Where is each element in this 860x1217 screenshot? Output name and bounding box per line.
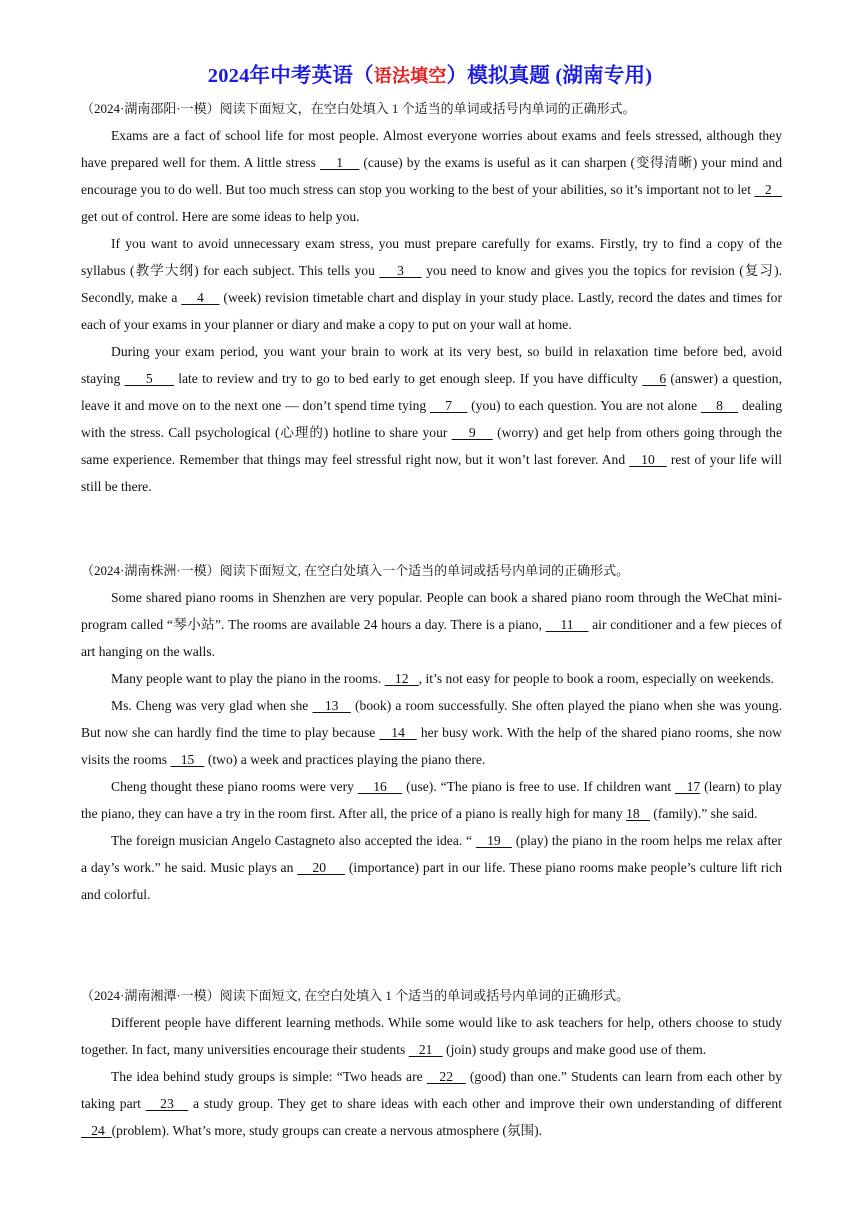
blank-9: 9 [451, 425, 493, 440]
blank-13: 13 [312, 698, 351, 713]
title-part-3: ）模拟真题 (湖南专用) [446, 65, 653, 87]
text: (you) to each question. You are not alone [467, 398, 701, 413]
text: (cause) by the exams is useful as it can sharpen (变得清晰) your mind and encourage you to do well. But too much stress can stop you working to the best of your abilities, so it’s important not to let [81, 155, 782, 197]
text: (problem). What’s more, study groups can create a nervous atmosphere (氛围). [111, 1123, 543, 1138]
passage-source: （2024·湖南湘潭·一模）阅读下面短文, 在空白处填入 1 个适当的单词或括号内单词的正确形式。 [81, 988, 630, 1003]
text: dealing with the stress. Call psychological (心理的) hotline to share your [81, 398, 783, 440]
blank-12: 12 [384, 671, 419, 686]
blank-14: 14 [379, 725, 417, 740]
text: Cheng thought these piano rooms were very [111, 779, 358, 794]
text: get out of control. Here are some ideas to help you. [81, 209, 360, 224]
text: If you want to avoid unnecessary exam stress, you must prepare carefully for exams. Firstly, try to find a copy of the syllabus (教学大纲) for each subject. This tells you [81, 236, 782, 278]
paragraph [81, 692, 782, 773]
text: late to review and try to go to bed early to get enough sleep. If you have difficulty [173, 371, 643, 386]
blank-20: 20 [297, 860, 346, 875]
text: you need to know and gives you the topics for revision (复习). Secondly, make a [81, 263, 782, 305]
blank-2: 2 [754, 182, 782, 197]
page-title [0, 58, 860, 88]
blank-6: 6 [642, 371, 667, 386]
paragraph [81, 827, 782, 908]
text: (book) a room successfully. She often played the piano when she was young. But now she can hardly find the time to play because [81, 698, 782, 740]
text: (worry) and get help from others going through the same experience. Remember that things may feel stressful right now, but it won’t last forever. And [81, 425, 783, 467]
text: (good) than one.” Students can learn from each other by taking part [81, 1069, 783, 1111]
blank-4: 4 [181, 290, 220, 305]
paragraph [81, 1063, 782, 1144]
text: (join) study groups and make good use of them. [442, 1042, 707, 1057]
blank-11: 11 [545, 617, 589, 632]
blank-23: 23 [145, 1096, 189, 1111]
text: (play) the piano in the room helps me relax after a day’s work.” he said. Music plays an [81, 833, 782, 875]
text: rest of your life will still be there. [81, 452, 783, 494]
blank-18: 18 [626, 806, 650, 821]
blank-24: 24 [81, 1123, 112, 1138]
text: Many people want to play the piano in the rooms. [111, 671, 385, 686]
blank-8: 8 [700, 398, 739, 413]
blank-22: 22 [426, 1069, 466, 1084]
text: (use). “The piano is free to use. If children want [402, 779, 676, 794]
title-part-1: 2024年中考英语（ [207, 65, 374, 87]
text: During your exam period, you want your brain to work at its very best, so build in relaxation time before bed, avoid staying [81, 344, 782, 386]
blank-5: 5 [124, 371, 174, 386]
blank-16: 16 [357, 779, 403, 794]
text: The idea behind study groups is simple: “Two heads are [111, 1069, 427, 1084]
blank-7: 7 [430, 398, 468, 413]
text: Different people have different learning methods. While some would like to ask teachers for help, others choose to study together. In fact, many universities encourage their students [81, 1015, 782, 1057]
text: Some shared piano rooms in Shenzhen are very popular. People can book a shared piano room through the WeChat mini-program called “琴小站”. The rooms are available 24 hours a day. There is a piano, [81, 590, 782, 632]
text: a study group. They get to share ideas with each other and improve their own understanding of different [188, 1096, 783, 1111]
text: , it’s not easy for people to book a room, especially on weekends. [418, 671, 774, 686]
blank-21: 21 [408, 1042, 443, 1057]
text: her busy work. With the help of the shared piano rooms, she now visits the rooms [81, 725, 783, 767]
paragraph [81, 338, 782, 500]
paragraph [81, 1009, 782, 1063]
text: (family).” she said. [649, 806, 758, 821]
text: (two) a week and practices playing the piano there. [204, 752, 486, 767]
text: (answer) a question, leave it and move on to the next one — don’t spend time tying [81, 371, 782, 413]
passage-source: （2024·湖南邵阳·一模）阅读下面短文，在空白处填入 1 个适当的单词或括号内单词的正确形式。 [81, 101, 636, 116]
passage-shaoyang [81, 96, 782, 500]
paragraph [81, 665, 782, 692]
text: (learn) to play the piano, they can have a try in the room first. After all, the price of a piano is really high for many [81, 779, 783, 821]
blank-10: 10 [629, 452, 667, 467]
blank-1: 1 [320, 155, 360, 170]
paragraph [81, 584, 782, 665]
text: The foreign musician Angelo Castagneto also accepted the idea. “ [111, 833, 476, 848]
text: (importance) part in our life. These piano rooms make people’s culture lift rich and colorful. [81, 860, 782, 902]
passage-xiangtan [81, 983, 782, 1144]
blank-19: 19 [475, 833, 512, 848]
passage-zhuzhou [81, 558, 782, 908]
text: Exams are a fact of school life for most people. Almost everyone worries about exams and feels stressed, although they have prepared well for them. A little stress [81, 128, 782, 170]
paragraph [81, 230, 782, 338]
blank-15: 15 [170, 752, 205, 767]
blank-3: 3 [379, 263, 422, 278]
text: air conditioner and a few pieces of art hanging on the walls. [81, 617, 783, 659]
title-highlight: 语法填空 [373, 66, 447, 86]
paragraph [81, 122, 782, 230]
text: (week) revision timetable chart and display in your study place. Lastly, record the dates and times for each of your exams in your planner or diary and make a copy to put on your wall at home. [81, 290, 783, 332]
passage-source: （2024·湖南株洲·一模）阅读下面短文, 在空白处填入一个适当的单词或括号内单词的正确形式。 [81, 563, 630, 578]
text: Ms. Cheng was very glad when she [111, 698, 313, 713]
paragraph [81, 773, 782, 827]
blank-17: 17 [675, 779, 701, 794]
